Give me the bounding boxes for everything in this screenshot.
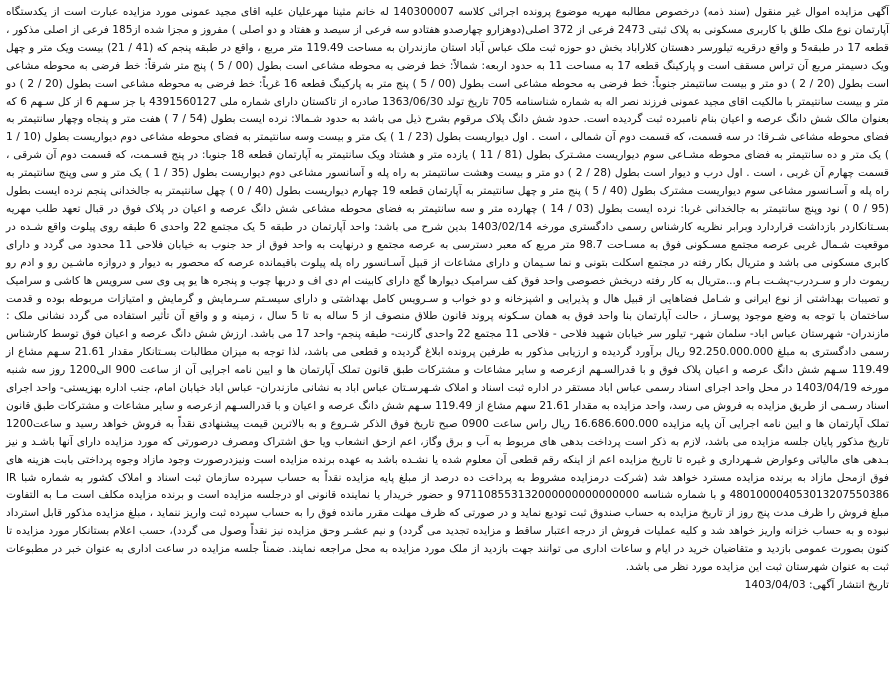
publish-date-line bbox=[6, 577, 889, 595]
auction-notice-text: آگهی مزایده اموال غیر منقول (سند ذمه) درخصوص مطالبه مهریه موضوع پرونده اجرائی کلاسه 140300007 له خانم مثینا مهرعلیان علیه اقای مجید عمونی مورد مزایده عبارت است از یکدستگاه آپارتمان نوع ملک طلق با کاربری مسکونی به پلاک ثبتی 2473 فرعی از 372 اصلی(دوهزارو چهارصدو هفتادو سه فرعی از سیصد و هفتاد و دو اصلی ) مفروز و مجزا شده از185 فرعی از اصلی مذکور ، قطعه 17 در طبقه5 و واقع درقریه تیلورسر دهستان کلاراباد بخش دو حوزه ثبت ملک عباس آباد استان مازندران به مساحت 119.49 متر مربع ، واقع در طبقه پنجم که (41 / 21) بیست ویک متر و چهل ویک دسیمتر مربع آن تراس مسقف است و پارکینگ قطعه 17 به مساحت 11 به حدود اربعه: شمالاً: خط فرضی به محوطه مشاعی است بطول (00 / 5 ) پنج متر شرقاً: خط فرضی به محوطه مشاعی است بطول (20 / 2 ) دو متر و بیست سانتیمتر جنوباً: خط فرضی به محوطه مشاعی است بطول (00 / 5 ) پنج متر به پارکینگ قطعه 16 غرباً: خط فرضی به محوطه مشاعی است بطول (20 / 2 ) دو متر و بیست سانتیمتر با مالکیت اقای مجید عمونی فرزند نصر اله به شماره شناسنامه 705 تاریخ تولد 1363/06/30 صادره از تاکستان دارای شماره ملی 4391560127 با جز سـهم 6 از کل سـهم 6 که بعنوان مالک شش دانگ عرصه و اعیان بنام نامبرده ثبت گردیده است. حدود شش دانگ پلاک مرقوم بشرح ذیل می باشد به حدود شـمالا: نرده ایست بطول (54 / 7 ) هفت متر و پنجاه وچهار سانتیمتر به فضای محوطه مشاعی شـرقا: در سه قسمت، که قسمت دوم آن شمالی ، است . اول دیواریست بطول (23 / 1 ) یک متر و بیست وسه سانتیمتر به فضای محوطه مشاعی دوم دیواریست بطول (10 / 1 ) یک متر و ده سانتیمتر به فضای محوطه مشـاعی سوم دیواریست مشـترک بطول (81 / 11 ) یازده متر و هشتاد ویک سانتیمتر به آپارتمان قطعه 18 جنوبا: در پنج قسـمت، که قسمت دوم آن شرقی ، قسمت چهارم آن غربی ، است . اول درب و دیوار است بطول (28 / 2 ) دو متر و بیست وهشت سانتیمتر به راه پله و آسانسور مشاعی دوم دیواریست بطول (35 / 1 ) یک متر و سی وپنج سانتیمتر به راه پله و آسـانسور مشاعی سوم دیواریست مشترک بطول (40 / 5 ) پنج متر و چهل سانتیمتر به آپارتمان قطعه 19 چهارم دیواریست بطول (40 / 0 ) چهل سانتیمتر به جالخدانی پنجم نرده ایست بطول (95 / 0 ) نود وپنج سانتیمتر به جالخدانی غربا: نرده ایست بطول (03 / 14 ) چهارده متر و سه سانتیمتر به فضای محوطه مشاعی شش دانگ عرصه و اعیان در پلاک فوق در قبال تعهد طلب مهریه بسـتانکاردر بازداشت قراردارد وبرابر نظریه کارشناس رسمی دادگستری مورخه 1403/02/14 بدین شرح می باشد: واحد آپارتمان در طبقه 5 یک مجتمع 22 واحدی 6 طبقه روی پیلوت واقع شـده در موقعیت شـمال غربی عرصه مجتمع مسـکونی فوق به مسـاحت 98.7 متر مربع که معبر دسترسی به عرصه مجتمع و درنهایت به واحد فوق از حد جنوب به خیابان فلاحی 11 محدود می گردد و دارای کابری مسکونی می باشد و متریال بکار رفته در مجتمع اسکلت بتونی و نما سـیمان و دارای مشاعات از قبیل آسـانسور راه پله پیلوت باقیمانده عرصه که محصور به دیوار و دروازه ماشـین رو و ادم رو ریموت دار و سـردرب-پشـت بـام و...متریال به کار رفته دربخش خصوصی واحد فوق کف سرامیک دیوارها گچ دارای کابینت ام دی اف و دربها چوب و پنجره ها یو پی وی سی سرویس ها کاشی و سرامیک و تصیبات بهداشتی از نوع ایرانی و شـامل فضاهایی از قبیل هال و پذیرایی و اشپزخانه و دو خواب و سـرویس کامل بهداشتی و دارای سیسـتم سـرمایش و گرمایش و امتیازات مربوطه بوده و قدمت ساختمان با توجه به وضع موجود پوسـاز ، حالت آپارتمان بنا واحد فوق به همان سـکونه پروند قانون طلاق منصوف از 5 ساله به تا 5 سال ، زمینه و و واقع آن تأثیر استفاده می گردد نشانی ملک : مازندران- شهرستان عباس اباد- سلمان شهر- تیلور سر خیابان شهید فلاحی - فلاحی 11 مجتمع 22 واحدی گارنت- طبقه پنجم- واحد 17 می باشد. ارزش شش دانگ عرصه و اعیان فوق توسط کارشناس رسمی دادگستری به مبلغ 92.250.000.000 ریال برآورد گردیده و ارزیابی مذکور به طرفین پرونده ابلاغ گردیده و قطعی می باشد، لذا توجه به میزان مطالبات بسـتانکار مقدار 21.61 سـهم مشاع از 119.49 سـهم شش دانگ عرصه و اعیان پلاک فوق و با قدرالسـهم ازعرصه و سایر مشاعات و مشترکات طبق قانون تملک آپارتمان ها و ایین نامه اجرایی آن از ساعت 900 الی1200 روز سه شنبه مورخه 1403/04/19 در محل واحد اجرای اسناد رسمی عباس اباد مستقر در اداره ثبت اسناد و املاک شـهرسـتان عباس اباد به نشانی مازندران- عباس اباد خیابان امام، جنب اداره بهزیستی- واحد اجرای اسناد رسـمی از طریق مزایده به فروش می رسد، واحد مزایده به مقدار 21.61 سهم مشاع از 119.49 سـهم شش دانگ عرصه و اعیان و با قدرالسـهم ازعرصه و سایر مشاعات و مشترکات طبق قانون تملک آپارتمان ها و ایین نامه اجرایی آن پایه مزایده 16.686.600.000 ریال راس ساعت 0900 صبح تاریخ فوق الذکر شـروع و به بالاترین قیمت پیشنهادی نقداً به فروش خواهد رسید و ساعت1200 تاریخ مذکور پایان جلسه مزایده می باشد، لازم به ذکر است پرداخت بدهی های مربوط به آب و برق وگاز، اعم ازحق انشعاب ویا حق اشتراک ومصرف درصورتی که مورد مزایده دارای آنها باشـد و نیز بـدهی های مالیاتی وعوارض شـهرداری و غیره تا تاریخ مزایده اعم از اینکه رقم قطعی آن معلوم شده یا نشـده باشد به عهده برنده مزایده است ونیزدرصورت وجود مازاد وجوه پرداختی بابت هزینه های فوق ازمحل مازاد به برنده مزایده مسترد خواهد شد (شرکت درمزایده مشروط به پرداخت ده درصد از مبلغ پایه مزایده نقداً به حساب سپرده سازمان ثبت اسناد و املاک کشور به شماره شبا IR 480100004053013207550386 و با شماره شناسه 971108553132000000000000000 و حضور خریدار یا نماینده قانونی او درجلسه مزایده است و برنده مزایده مکلف است مـا به التفاوت مبلغ فروش را ظرف مدت پنج روز از تاریخ مزایده به حساب صندوق ثبت تودیع نماید و در صورتی که ظرف مهلت مقرر مانده فوق را به حساب سپرده ثبت واریز ننماید ، مبلغ مزایده مذکور قابل استرداد نبوده و به حساب خزانه واریز خواهد شد و کلیه عملیات فروش از درجه اعتبار ساقط و مزایده تجدید می گردد) و نیم عشـر وحق مزایده نیز نقداً وصول می گردد)، حسب اعلام بستانکار مورد مزایده تا کنون بصورت عمومی بازدید و متقاضیان خرید در ایام و ساعات اداری می توانند جهت بازدید از ملک مورد مزایده به محل مراجعه نمایند. ضمناً جلسه مزایده در ساعت اداری به عنوان خبر در مطبوعات ثبت به عنوان شهرستان ثبت این مزایده مورد نظر می باشد. bbox=[6, 6, 890, 574]
publish-date-value: 1403/04/03 bbox=[744, 579, 806, 591]
publish-date-label: تاریخ انتشار آگهی: bbox=[809, 579, 889, 591]
